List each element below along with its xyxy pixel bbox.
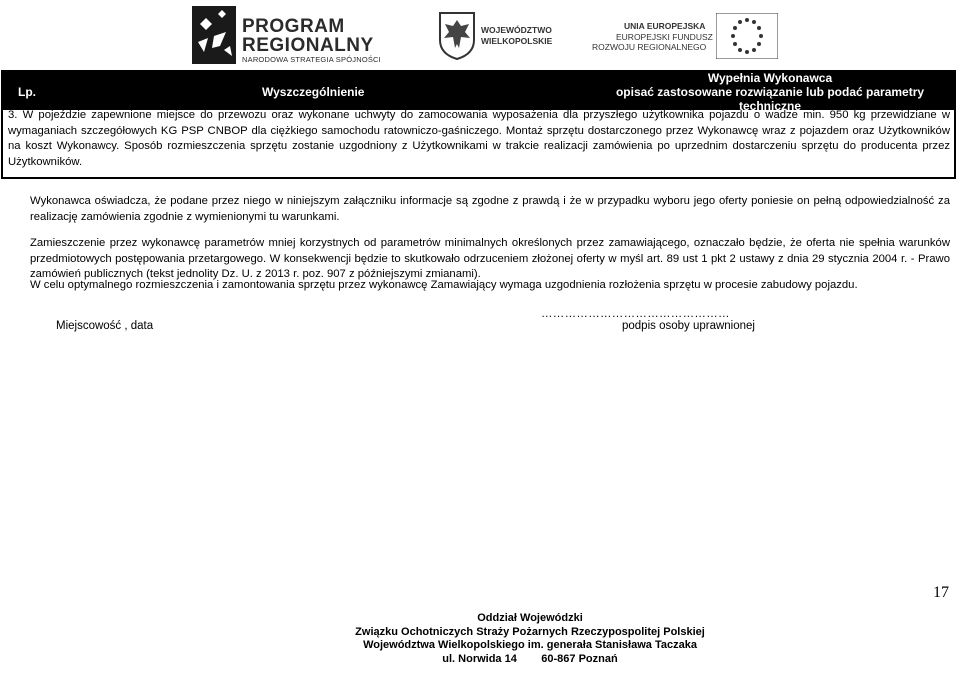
installation-paragraph: W celu optymalnego rozmieszczenia i zamontowania sprzętu przez wykonawcę Zamawiający wymaga uzgodnienia rozłożenia sprzętu w procesie zabudowy pojazdu. <box>30 279 858 291</box>
efrr-label-1: EUROPEJSKI FUNDUSZ <box>616 32 713 42</box>
wielkopolskie-label: WIELKOPOLSKIE <box>481 36 553 46</box>
footer-address <box>300 612 760 666</box>
nss-subtitle: NARODOWA STRATEGIA SPÓJNOŚCI <box>242 55 381 64</box>
page-number: 17 <box>933 584 949 601</box>
nss-star-icon <box>178 2 238 66</box>
place-date-label: Miejscowość , data <box>56 320 154 332</box>
unia-europejska-label: UNIA EUROPEJSKA <box>624 21 706 31</box>
column-header-wyszczegolnienie: Wyszczególnienie <box>262 85 365 99</box>
program-title: PROGRAM <box>242 16 345 37</box>
footer-line-1: Oddział Wojewódzki <box>477 612 583 624</box>
signature-line: ………………………………………… <box>541 308 730 320</box>
table-row-item-3: 3. W pojeździe zapewnione miejsce do przewozu oraz wykonane uchwyty do zamocowania wyposażenia dla przyszłego użytkownika pojazdu o wadze min. 950 kg przewidziane w wymaganiach szczegółowych KG PSP CNBOP dla ciężkiego samochodu ratowniczo-gaśniczego. Montaż sprzętu dostarczonego przez Wykonawcę wraz z pojazdem oraz Użytkowników na koszt Wykonawcy. Sposób rozmieszczenia sprzętu zostanie uzgodniony z Użytkownikami w trakcie realizacji zamówienia po uprzednim dostarczeniu sprzętu do producenta przez Użytkowników. <box>8 109 950 169</box>
declaration-paragraph: Wykonawca oświadcza, że podane przez niego w niniejszym załączniku informacje są zgodne z prawdą i że w przypadku wyboru jego oferty poniesie on pełną odpowiedzialność za realizację zamówienia zgodnie z wymienionymi tu warunkami. <box>30 195 950 223</box>
wojewodztwo-label: WOJEWÓDZTWO <box>481 25 552 35</box>
column-header-wypelnia <box>600 71 940 113</box>
wielkopolska-logo <box>437 10 567 62</box>
regionalny-title: REGIONALNY <box>242 35 374 56</box>
footer-line-3: Województwa Wielkopolskiego im. generała Stanisława Taczaka <box>363 639 697 651</box>
efrr-label-2: ROZWOJU REGIONALNEGO <box>592 42 707 52</box>
column-header-wypelnia-note: opisać zastosowane rozwiązanie lub podać parametry techniczne <box>615 85 925 113</box>
footer-line-2: Związku Ochotniczych Straży Pożarnych Rzeczypospolitej Polskiej <box>355 625 705 638</box>
column-header-wypelnia-title: Wypełnia Wykonawca <box>707 71 833 85</box>
eu-flag-icon <box>716 13 778 59</box>
eu-logo <box>592 13 782 63</box>
column-header-lp: Lp. <box>18 85 36 99</box>
footer-line-4: ul. Norwida 14 60-867 Poznań <box>442 652 618 665</box>
signature-label: podpis osoby uprawnionej <box>622 320 755 332</box>
program-regionalny-logo <box>178 2 408 66</box>
parameters-paragraph: Zamieszczenie przez wykonawcę parametrów mniej korzystnych od parametrów minimalnych określonych przez zamawiającego, oznaczało będzie, że oferta nie spełnia warunków przedmiotowych postępowania przetargowego. W konsekwencji będzie to skutkowało odrzuceniem złożonej oferty w myśl art. 89 ust 1 pkt 2 ustawy z dnia 29 stycznia 2004 r. - Prawo zamówień publicznych (tekst jednolity Dz. U. z 2013 r. poz. 907 z późniejszymi zmianami). <box>30 237 950 280</box>
eagle-crest-icon <box>437 10 477 60</box>
